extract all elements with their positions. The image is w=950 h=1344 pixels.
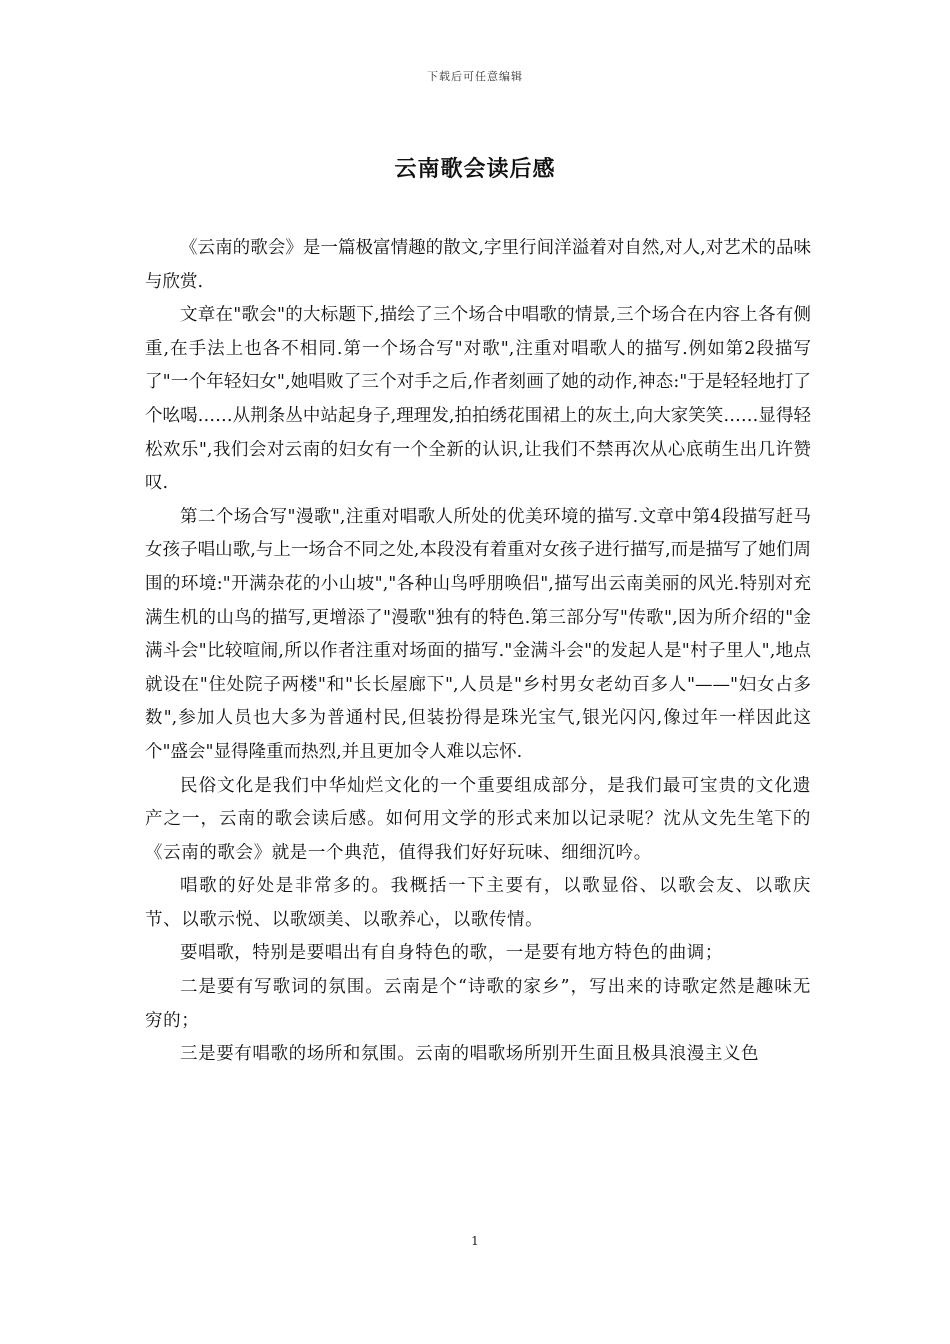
paragraph-5: 唱歌的好处是非常多的。我概括一下主要有，以歌显俗、以歌会友、以歌庆节、以歌示悦、以歌颂美、以歌养心，以歌传情。 bbox=[145, 876, 811, 930]
paragraph-4: 民俗文化是我们中华灿烂文化的一个重要组成部分，是我们最可宝贵的文化遗产之一，云南的歌会读后感。如何用文学的形式来加以记录呢？沈从文先生笔下的《云南的歌会》就是一个典范，值得我们好好玩味、细细沉吟。 bbox=[145, 775, 811, 863]
paragraph-1: 《云南的歌会》是一篇极富情趣的散文,字里行间洋溢着对自然,对人,对艺术的品味与欣赏. bbox=[145, 238, 811, 292]
document-body bbox=[145, 232, 811, 1072]
page-number: 1 bbox=[471, 1234, 479, 1248]
paragraph-8: 三是要有唱歌的场所和氛围。云南的唱歌场所别开生面且极具浪漫主义色 bbox=[180, 1044, 760, 1065]
paragraph-7: 二是要有写歌词的氛围。云南是个“诗歌的家乡”，写出来的诗歌定然是趣味无穷的； bbox=[145, 977, 811, 1031]
page-header: 下载后可任意编辑 bbox=[427, 70, 523, 83]
paragraph-2: 文章在"歌会"的大标题下,描绘了三个场合中唱歌的情景,三个场合在内容上各有侧重,在手法上也各不相同.第一个场合写"对歌",注重对唱歌人的描写.例如第2段描写了"一个年轻妇女",她唱败了三个对手之后,作者刻画了她的动作,神态:"于是轻轻地打了个吆喝……从荆条丛中站起身子,理理发,拍拍绣花围裙上的灰土,向大家笑笑……显得轻松欢乐",我们会对云南的妇女有一个全新的认识,让我们不禁再次从心底萌生出几许赞叹. bbox=[145, 305, 811, 494]
document-title: 云南歌会读后感 bbox=[394, 156, 556, 182]
paragraph-3: 第二个场合写"漫歌",注重对唱歌人所处的优美环境的描写.文章中第4段描写赶马女孩子唱山歌,与上一场合不同之处,本段没有着重对女孩子进行描写,而是描写了她们周围的环境:"开满杂花的小山坡","各种山鸟呼朋唤侣",描写出云南美丽的风光.特别对充满生机的山鸟的描写,更增添了"漫歌"独有的特色.第三部分写"传歌",因为所介绍的"金满斗会"比较喧闹,所以作者注重对场面的描写."金满斗会"的发起人是"村子里人",地点就设在"住处院子两楼"和"长长屋廊下",人员是"乡村男女老幼百多人"——"妇女占多数",参加人员也大多为普通村民,但装扮得是珠光宝气,银光闪闪,像过年一样因此这个"盛会"显得隆重而热烈,并且更加令人难以忘怀. bbox=[145, 506, 811, 762]
paragraph-6: 要唱歌，特别是要唱出有自身特色的歌，一是要有地方特色的曲调； bbox=[180, 943, 723, 964]
